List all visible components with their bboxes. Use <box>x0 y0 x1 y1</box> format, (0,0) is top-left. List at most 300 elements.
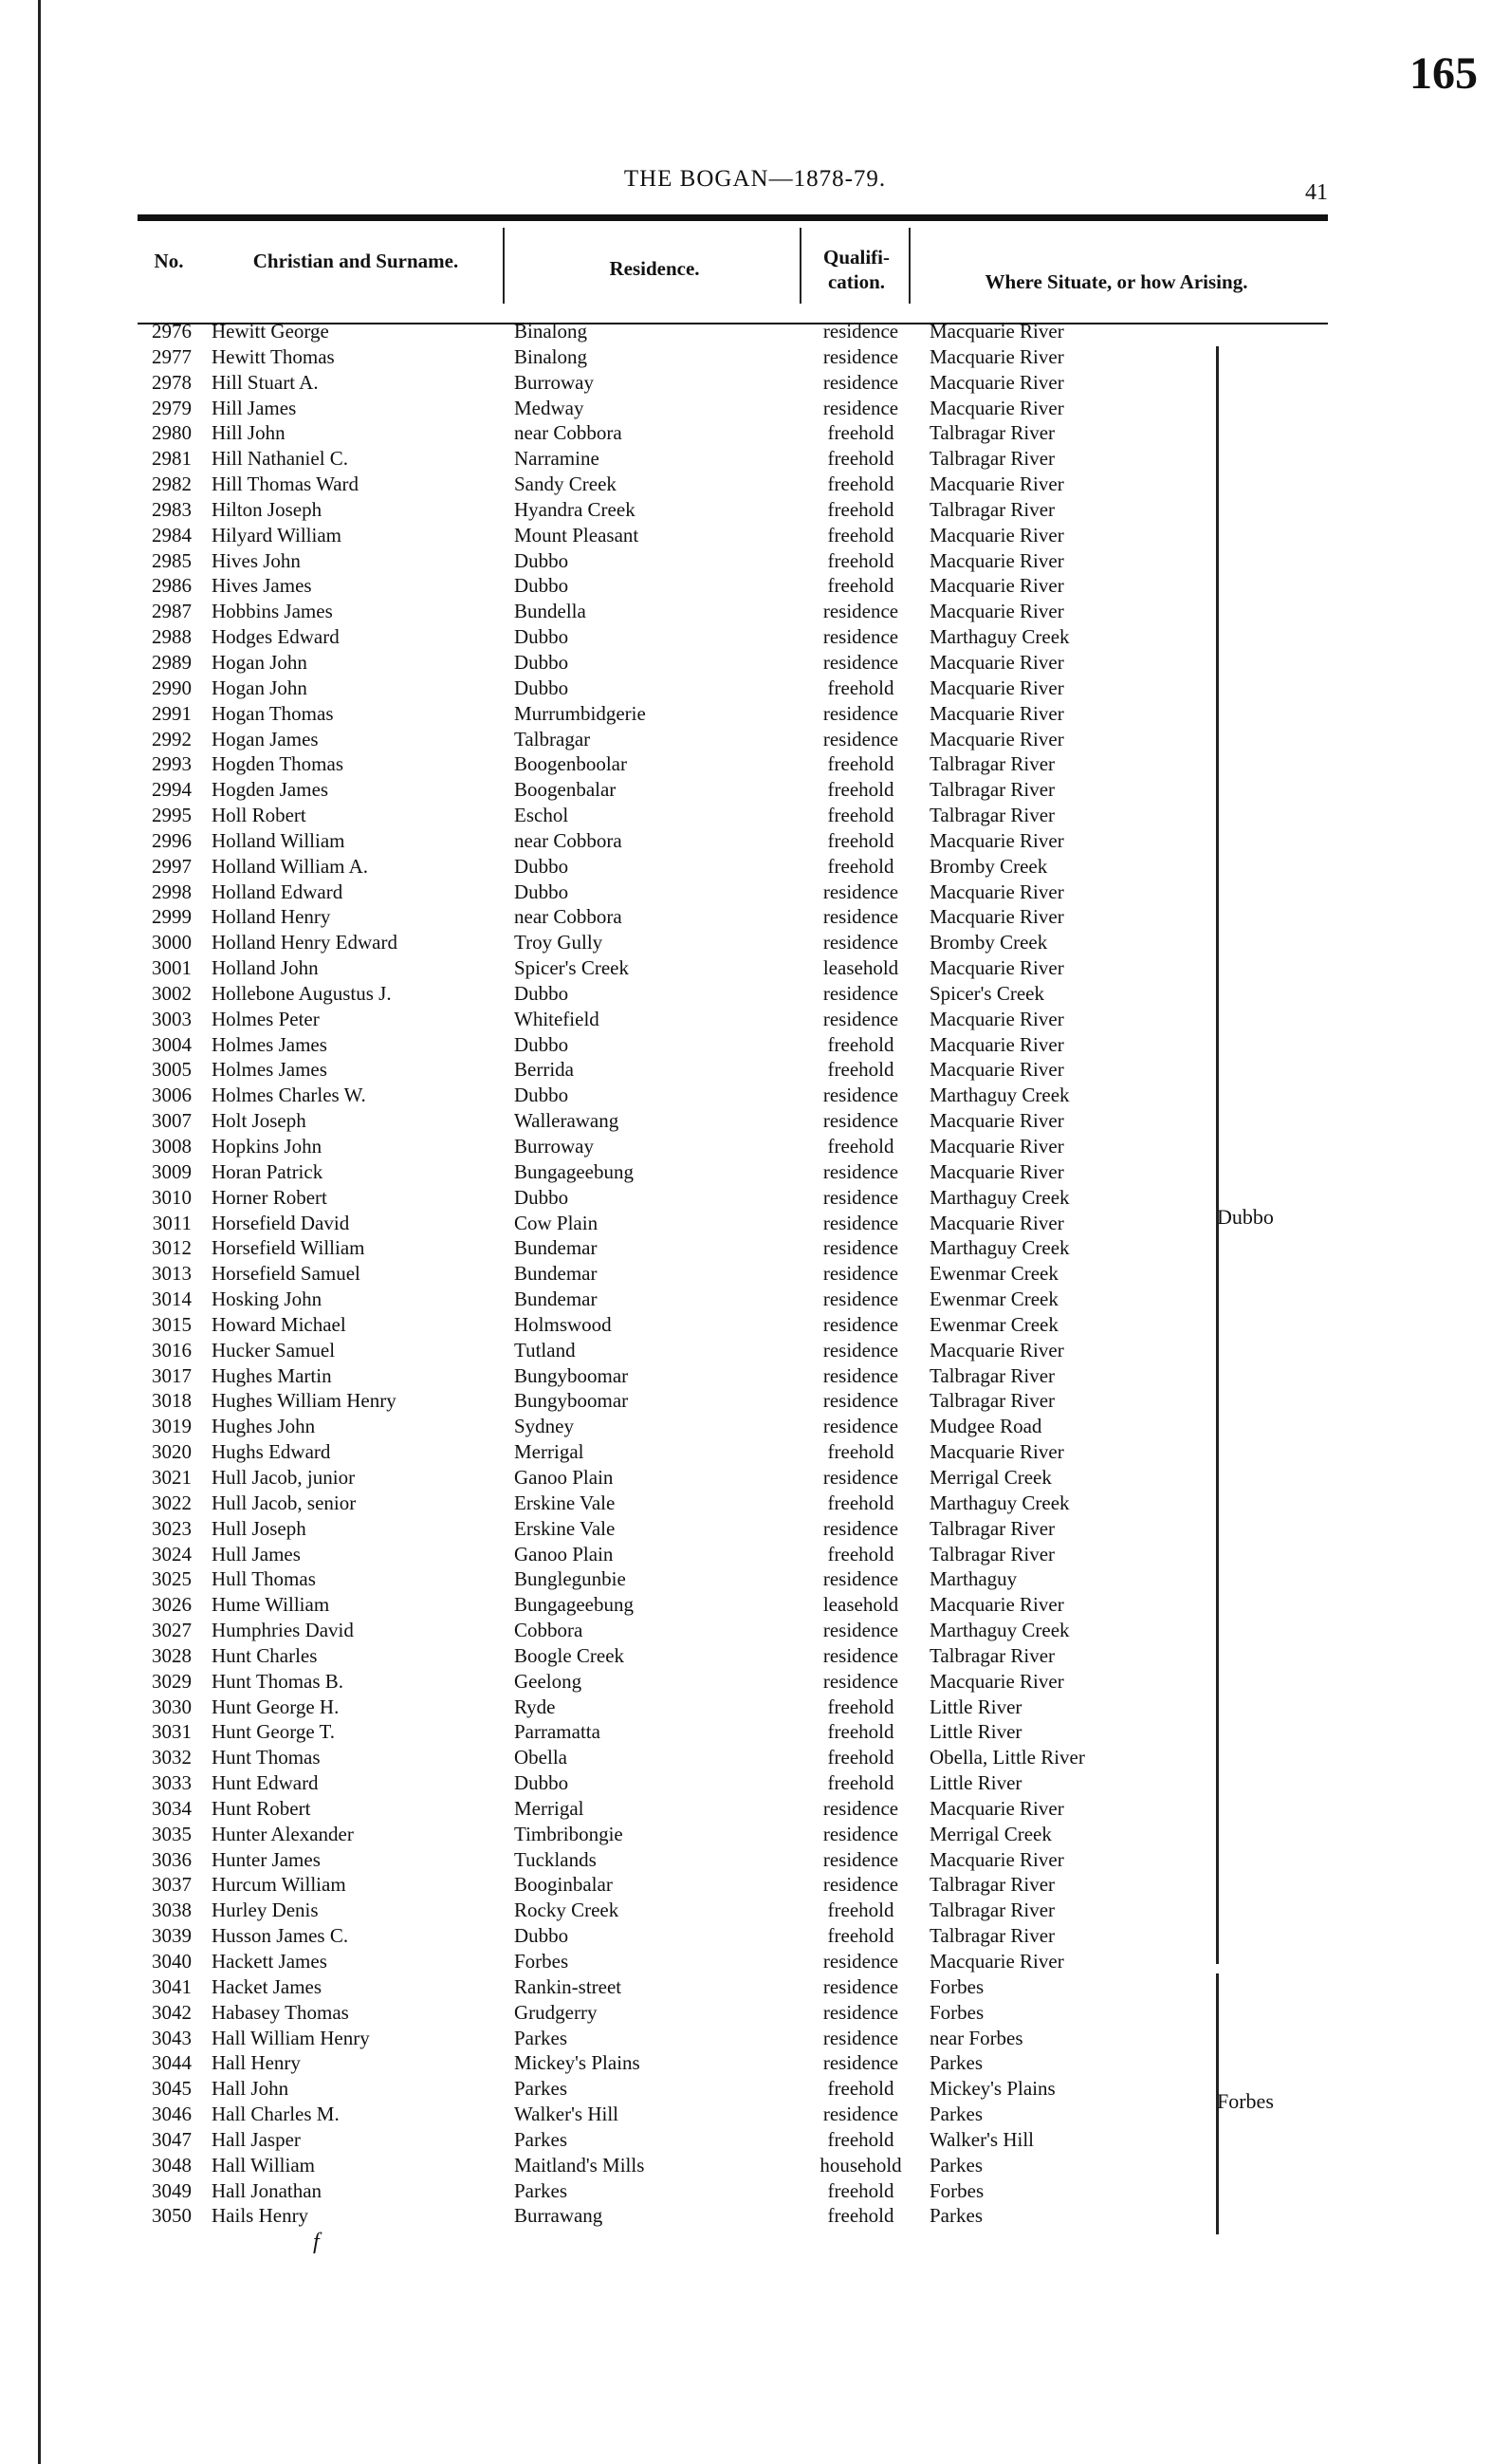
entry-where-situate: Marthaguy Creek <box>930 1619 1070 1642</box>
entry-residence: Parramatta <box>514 1720 600 1744</box>
entry-residence: Rankin-street <box>514 1974 622 1998</box>
column-header-name: Christian and Surname. <box>252 250 459 272</box>
entry-qualification: freehold <box>827 1924 894 1948</box>
entry-name: Hill John <box>212 421 285 445</box>
entry-where-situate: Parkes <box>930 2051 983 2075</box>
entry-number: 2991 <box>152 701 192 725</box>
entry-where-situate: Talbragar River <box>930 447 1056 471</box>
entry-number: 3010 <box>152 1185 192 1209</box>
table-row <box>0 446 1510 472</box>
entry-name: Hunt George H. <box>212 1695 340 1718</box>
entry-residence: Parkes <box>514 2127 567 2151</box>
entry-where-situate: Talbragar River <box>930 1899 1056 1922</box>
entry-qualification: residence <box>822 650 899 674</box>
table-row <box>0 319 1510 344</box>
entry-where-situate: Talbragar River <box>930 804 1056 827</box>
table-row <box>0 420 1510 446</box>
entry-name: Habasey Thomas <box>212 2000 349 2024</box>
entry-residence: Bundemar <box>514 1262 598 1286</box>
table-row <box>0 599 1510 624</box>
entry-residence: Dubbo <box>514 981 569 1005</box>
entry-qualification: freehold <box>827 548 894 572</box>
entry-number: 3017 <box>152 1363 192 1387</box>
entry-where-situate: Macquarie River <box>930 1032 1064 1056</box>
entry-number: 3014 <box>152 1288 192 1311</box>
entry-qualification: residence <box>822 600 899 623</box>
entry-number: 3041 <box>152 1974 192 1998</box>
entry-residence: Dubbo <box>514 574 569 598</box>
entry-qualification: freehold <box>827 497 894 521</box>
entry-qualification: freehold <box>827 1440 894 1464</box>
table-row <box>0 803 1510 828</box>
entry-where-situate: Marthaguy Creek <box>930 1084 1070 1107</box>
entry-name: Holland William <box>212 828 345 852</box>
entry-number: 3016 <box>152 1338 192 1362</box>
entry-name: Hughes John <box>212 1415 316 1438</box>
entry-qualification: freehold <box>827 1542 894 1565</box>
entry-name: Hughs Edward <box>212 1440 331 1464</box>
entry-number: 3049 <box>152 2178 192 2202</box>
entry-residence: Timbribongie <box>514 1822 623 1845</box>
table-row <box>0 2076 1510 2102</box>
entry-residence: Booginbalar <box>514 1873 613 1897</box>
table-row <box>0 497 1510 523</box>
entry-where-situate: Macquarie River <box>930 344 1064 368</box>
entry-residence: Spicer's Creek <box>514 956 629 980</box>
entry-number: 2996 <box>152 828 192 852</box>
entry-qualification: freehold <box>827 1899 894 1922</box>
table-row <box>0 1923 1510 1949</box>
entry-where-situate: Bromby Creek <box>930 854 1048 878</box>
entry-qualification: freehold <box>827 472 894 496</box>
entry-residence: Cow Plain <box>514 1211 598 1234</box>
entry-where-situate: Merrigal Creek <box>930 1465 1052 1489</box>
entry-qualification: residence <box>822 1669 899 1693</box>
table-row <box>0 1388 1510 1414</box>
table-row <box>0 1566 1510 1592</box>
entry-residence: Dubbo <box>514 1185 569 1209</box>
entry-number: 3034 <box>152 1796 192 1820</box>
entry-qualification: residence <box>822 1847 899 1871</box>
entry-residence: Narramine <box>514 447 599 471</box>
entry-qualification: freehold <box>827 1720 894 1744</box>
entry-residence: Burroway <box>514 1135 594 1158</box>
entry-number: 3038 <box>152 1899 192 1922</box>
entry-residence: Burrawang <box>514 2204 603 2228</box>
entry-residence: Bunglegunbie <box>514 1567 626 1591</box>
entry-name: Hunt Robert <box>212 1796 311 1820</box>
entry-where-situate: Macquarie River <box>930 1593 1064 1617</box>
entry-where-situate: Bromby Creek <box>930 931 1048 954</box>
entry-where-situate: Macquarie River <box>930 650 1064 674</box>
entry-where-situate: Macquarie River <box>930 574 1064 598</box>
entry-number: 2990 <box>152 676 192 699</box>
entry-qualification: residence <box>822 701 899 725</box>
column-header-qualification: Qualifi- cation. <box>822 246 890 293</box>
entry-name: Hill Stuart A. <box>212 370 319 394</box>
column-divider <box>800 228 801 304</box>
entry-where-situate: Talbragar River <box>930 1643 1056 1667</box>
entry-name: Hobbins James <box>212 600 333 623</box>
entry-number: 3028 <box>152 1643 192 1667</box>
table-row <box>0 1618 1510 1643</box>
entry-qualification: freehold <box>827 2178 894 2202</box>
entry-number: 3019 <box>152 1415 192 1438</box>
entry-where-situate: Macquarie River <box>930 548 1064 572</box>
table-row <box>0 2178 1510 2204</box>
entry-number: 3004 <box>152 1032 192 1056</box>
entry-residence: Dubbo <box>514 548 569 572</box>
entry-qualification: freehold <box>827 778 894 802</box>
entry-number: 3045 <box>152 2077 192 2101</box>
entry-residence: Bundemar <box>514 1288 598 1311</box>
entry-where-situate: Macquarie River <box>930 1950 1064 1973</box>
entry-qualification: freehold <box>827 854 894 878</box>
table-row <box>0 2153 1510 2178</box>
entry-where-situate: Macquarie River <box>930 1847 1064 1871</box>
entry-where-situate: Talbragar River <box>930 1924 1056 1948</box>
entry-name: Howard Michael <box>212 1312 346 1336</box>
table-row <box>0 472 1510 497</box>
entry-where-situate: Macquarie River <box>930 1058 1064 1082</box>
entry-residence: Holmswood <box>514 1312 612 1336</box>
entry-name: Hall Charles M. <box>212 2103 340 2126</box>
entry-name: Horan Patrick <box>212 1159 323 1183</box>
table-row <box>0 396 1510 421</box>
entry-name: Holl Robert <box>212 804 306 827</box>
entry-where-situate: Macquarie River <box>930 1135 1064 1158</box>
table-row <box>0 1261 1510 1287</box>
entry-residence: Walker's Hill <box>514 2103 618 2126</box>
entry-qualification: residence <box>822 1363 899 1387</box>
entry-name: Hogden James <box>212 778 329 802</box>
entry-number: 2977 <box>152 344 192 368</box>
entry-residence: Medway <box>514 396 584 419</box>
entry-residence: Merrigal <box>514 1440 584 1464</box>
table-row <box>0 1312 1510 1338</box>
entry-where-situate: near Forbes <box>930 2026 1023 2049</box>
entry-residence: Obella <box>514 1746 567 1769</box>
entry-name: Hunt Edward <box>212 1771 319 1795</box>
entry-qualification: residence <box>822 1619 899 1642</box>
entry-qualification: residence <box>822 320 899 343</box>
entry-number: 3013 <box>152 1262 192 1286</box>
sheet-number: 41 <box>1305 180 1328 205</box>
entry-name: Hosking John <box>212 1288 322 1311</box>
entry-where-situate: Little River <box>930 1771 1022 1795</box>
table-row <box>0 1465 1510 1491</box>
entry-name: Hunter James <box>212 1847 321 1871</box>
entry-number: 2995 <box>152 804 192 827</box>
entry-qualification: freehold <box>827 1746 894 1769</box>
entry-where-situate: Macquarie River <box>930 600 1064 623</box>
table-row <box>0 1134 1510 1159</box>
entry-residence: Eschol <box>514 804 569 827</box>
table-row <box>0 548 1510 574</box>
table-row <box>0 1185 1510 1211</box>
entry-number: 3002 <box>152 981 192 1005</box>
entry-qualification: freehold <box>827 523 894 547</box>
table-row <box>0 880 1510 905</box>
entry-where-situate: Merrigal Creek <box>930 1822 1052 1845</box>
table-row <box>0 624 1510 650</box>
entry-residence: Forbes <box>514 1950 569 1973</box>
entry-name: Holland John <box>212 956 319 980</box>
entry-name: Hogden Thomas <box>212 752 344 776</box>
entry-number: 3023 <box>152 1516 192 1540</box>
table-row <box>0 1491 1510 1516</box>
table-row <box>0 828 1510 854</box>
entry-where-situate: Walker's Hill <box>930 2127 1034 2151</box>
entry-name: Hill Nathaniel C. <box>212 447 349 471</box>
entry-name: Hull Jacob, senior <box>212 1491 357 1514</box>
entry-residence: near Cobbora <box>514 828 622 852</box>
entry-where-situate: Macquarie River <box>930 701 1064 725</box>
entry-qualification: residence <box>822 1159 899 1183</box>
entry-qualification: residence <box>822 1796 899 1820</box>
table-row <box>0 1719 1510 1745</box>
entry-residence: Dubbo <box>514 650 569 674</box>
entry-qualification: residence <box>822 396 899 419</box>
entry-qualification: residence <box>822 1873 899 1897</box>
entry-residence: Bungageebung <box>514 1159 634 1183</box>
entry-number: 3047 <box>152 2127 192 2151</box>
entry-where-situate: Mickey's Plains <box>930 2077 1056 2101</box>
entry-qualification: freehold <box>827 1695 894 1718</box>
entry-where-situate: Macquarie River <box>930 472 1064 496</box>
entry-number: 3037 <box>152 1873 192 1897</box>
entry-qualification: residence <box>822 981 899 1005</box>
entry-number: 3026 <box>152 1593 192 1617</box>
entry-where-situate: Macquarie River <box>930 1159 1064 1183</box>
entry-qualification: residence <box>822 370 899 394</box>
entry-where-situate: Talbragar River <box>930 497 1056 521</box>
entry-qualification: residence <box>822 344 899 368</box>
table-row <box>0 1516 1510 1542</box>
entry-name: Holland Henry <box>212 905 331 929</box>
entry-residence: Parkes <box>514 2026 567 2049</box>
entry-where-situate: Talbragar River <box>930 778 1056 802</box>
entry-where-situate: Macquarie River <box>930 370 1064 394</box>
table-row <box>0 1338 1510 1363</box>
entry-residence: Ganoo Plain <box>514 1542 614 1565</box>
table-row <box>0 1796 1510 1822</box>
table-row <box>0 751 1510 777</box>
entry-name: Hollebone Augustus J. <box>212 981 392 1005</box>
entry-name: Hill Thomas Ward <box>212 472 359 496</box>
entry-residence: Tucklands <box>514 1847 597 1871</box>
entry-number: 2999 <box>152 905 192 929</box>
entry-name: Hall Jonathan <box>212 2178 322 2202</box>
entry-qualification: residence <box>822 1185 899 1209</box>
entry-number: 2980 <box>152 421 192 445</box>
entry-name: Hewitt George <box>212 320 329 343</box>
entry-name: Hall Henry <box>212 2051 301 2075</box>
entry-residence: Dubbo <box>514 1924 569 1948</box>
entry-number: 2998 <box>152 880 192 903</box>
entry-where-situate: Marthaguy Creek <box>930 1236 1070 1260</box>
entry-where-situate: Marthaguy Creek <box>930 625 1070 649</box>
column-divider <box>909 228 911 304</box>
entry-residence: Dubbo <box>514 1084 569 1107</box>
table-row <box>0 981 1510 1007</box>
entry-number: 3009 <box>152 1159 192 1183</box>
entry-qualification: residence <box>822 2000 899 2024</box>
entry-residence: Parkes <box>514 2178 567 2202</box>
table-row <box>0 1108 1510 1134</box>
table-row <box>0 1235 1510 1261</box>
entry-name: Hall William <box>212 2153 315 2177</box>
column-header-residence: Residence. <box>609 257 700 280</box>
entry-number: 3033 <box>152 1771 192 1795</box>
entry-residence: Burroway <box>514 370 594 394</box>
entry-qualification: residence <box>822 1262 899 1286</box>
table-row <box>0 1057 1510 1083</box>
entry-where-situate: Forbes <box>930 1974 985 1998</box>
table-row <box>0 1439 1510 1465</box>
entry-number: 3012 <box>152 1236 192 1260</box>
entry-number: 3024 <box>152 1542 192 1565</box>
entry-name: Holland Henry Edward <box>212 931 397 954</box>
entry-qualification: residence <box>822 1211 899 1234</box>
entry-where-situate: Marthaguy Creek <box>930 1185 1070 1209</box>
entry-name: Horsefield William <box>212 1236 365 1260</box>
entry-name: Hilyard William <box>212 523 341 547</box>
entry-residence: Bundemar <box>514 1236 598 1260</box>
entry-name: Hall William Henry <box>212 2026 370 2049</box>
header-rule-top <box>138 214 1328 221</box>
entry-residence: Bundella <box>514 600 586 623</box>
entry-where-situate: Mudgee Road <box>930 1415 1042 1438</box>
entry-qualification: residence <box>822 1389 899 1413</box>
table-row <box>0 777 1510 803</box>
entry-qualification: freehold <box>827 2204 894 2228</box>
entry-name: Hunter Alexander <box>212 1822 354 1845</box>
entry-where-situate: Macquarie River <box>930 905 1064 929</box>
entry-name: Holt Joseph <box>212 1109 306 1133</box>
register-table <box>0 319 1510 2229</box>
entry-name: Hughes Martin <box>212 1363 332 1387</box>
table-row <box>0 727 1510 752</box>
table-row <box>0 1083 1510 1108</box>
table-row <box>0 344 1510 370</box>
entry-qualification: freehold <box>827 2077 894 2101</box>
table-row <box>0 1770 1510 1796</box>
entry-qualification: freehold <box>827 1771 894 1795</box>
entry-number: 3046 <box>152 2103 192 2126</box>
table-row <box>0 370 1510 396</box>
entry-number: 3031 <box>152 1720 192 1744</box>
table-row <box>0 1898 1510 1923</box>
entry-number: 3005 <box>152 1058 192 1082</box>
entry-number: 2994 <box>152 778 192 802</box>
entry-qualification: leasehold <box>822 1593 899 1617</box>
entry-name: Hurcum William <box>212 1873 346 1897</box>
table-row <box>0 904 1510 930</box>
entry-qualification: residence <box>822 1109 899 1133</box>
entry-number: 2981 <box>152 447 192 471</box>
table-row <box>0 1745 1510 1770</box>
table-row <box>0 854 1510 880</box>
table-row <box>0 523 1510 548</box>
entry-number: 2984 <box>152 523 192 547</box>
entry-qualification: freehold <box>827 1032 894 1056</box>
page-number: 165 <box>1409 48 1478 99</box>
table-row <box>0 2127 1510 2153</box>
entry-qualification: residence <box>822 1567 899 1591</box>
entry-residence: Murrumbidgerie <box>514 701 646 725</box>
entry-number: 3015 <box>152 1312 192 1336</box>
entry-where-situate: Macquarie River <box>930 1211 1064 1234</box>
entry-where-situate: Macquarie River <box>930 956 1064 980</box>
entry-name: Hume William <box>212 1593 330 1617</box>
entry-qualification: residence <box>822 1007 899 1030</box>
entry-name: Horsefield Samuel <box>212 1262 360 1286</box>
entry-where-situate: Ewenmar Creek <box>930 1262 1059 1286</box>
group-label-dubbo: Dubbo <box>1217 1205 1274 1229</box>
entry-residence: Parkes <box>514 2077 567 2101</box>
entry-number: 2979 <box>152 396 192 419</box>
table-row <box>0 1159 1510 1185</box>
entry-where-situate: Macquarie River <box>930 1007 1064 1030</box>
entry-residence: Dubbo <box>514 854 569 878</box>
entry-residence: Tutland <box>514 1338 576 1362</box>
entry-qualification: freehold <box>827 1058 894 1082</box>
entry-qualification: residence <box>822 1822 899 1845</box>
entry-qualification: residence <box>822 2026 899 2049</box>
foot-mark: f <box>313 2230 320 2254</box>
entry-name: Hopkins John <box>212 1135 322 1158</box>
entry-where-situate: Macquarie River <box>930 1796 1064 1820</box>
entry-qualification: residence <box>822 1288 899 1311</box>
entry-residence: near Cobbora <box>514 905 622 929</box>
table-row <box>0 2026 1510 2051</box>
table-row <box>0 930 1510 955</box>
entry-where-situate: Forbes <box>930 2000 985 2024</box>
entry-qualification: freehold <box>827 676 894 699</box>
entry-where-situate: Talbragar River <box>930 1389 1056 1413</box>
entry-number: 3011 <box>152 1211 192 1234</box>
table-row <box>0 650 1510 676</box>
entry-where-situate: Marthaguy <box>930 1567 1018 1591</box>
entry-qualification: freehold <box>827 1491 894 1514</box>
entry-residence: Hyandra Creek <box>514 497 635 521</box>
entry-residence: Berrida <box>514 1058 574 1082</box>
entry-residence: Binalong <box>514 344 587 368</box>
entry-name: Hull Thomas <box>212 1567 316 1591</box>
entry-name: Hull Jacob, junior <box>212 1465 356 1489</box>
entry-number: 2997 <box>152 854 192 878</box>
entry-number: 2976 <box>152 320 192 343</box>
column-header-no: No. <box>154 250 184 272</box>
entry-name: Hogan James <box>212 727 319 750</box>
entry-name: Hacket James <box>212 1974 322 1998</box>
entry-where-situate: Little River <box>930 1695 1022 1718</box>
table-row <box>0 1032 1510 1058</box>
entry-where-situate: Forbes <box>930 2178 985 2202</box>
entry-number: 3043 <box>152 2026 192 2049</box>
entry-residence: Cobbora <box>514 1619 583 1642</box>
entry-number: 2986 <box>152 574 192 598</box>
entry-where-situate: Talbragar River <box>930 1516 1056 1540</box>
entry-residence: Grudgerry <box>514 2000 598 2024</box>
table-row <box>0 1847 1510 1873</box>
entry-qualification: leasehold <box>822 956 899 980</box>
entry-residence: Talbragar <box>514 727 591 750</box>
table-row <box>0 1592 1510 1618</box>
entry-name: Hall John <box>212 2077 289 2101</box>
entry-residence: Bungageebung <box>514 1593 634 1617</box>
